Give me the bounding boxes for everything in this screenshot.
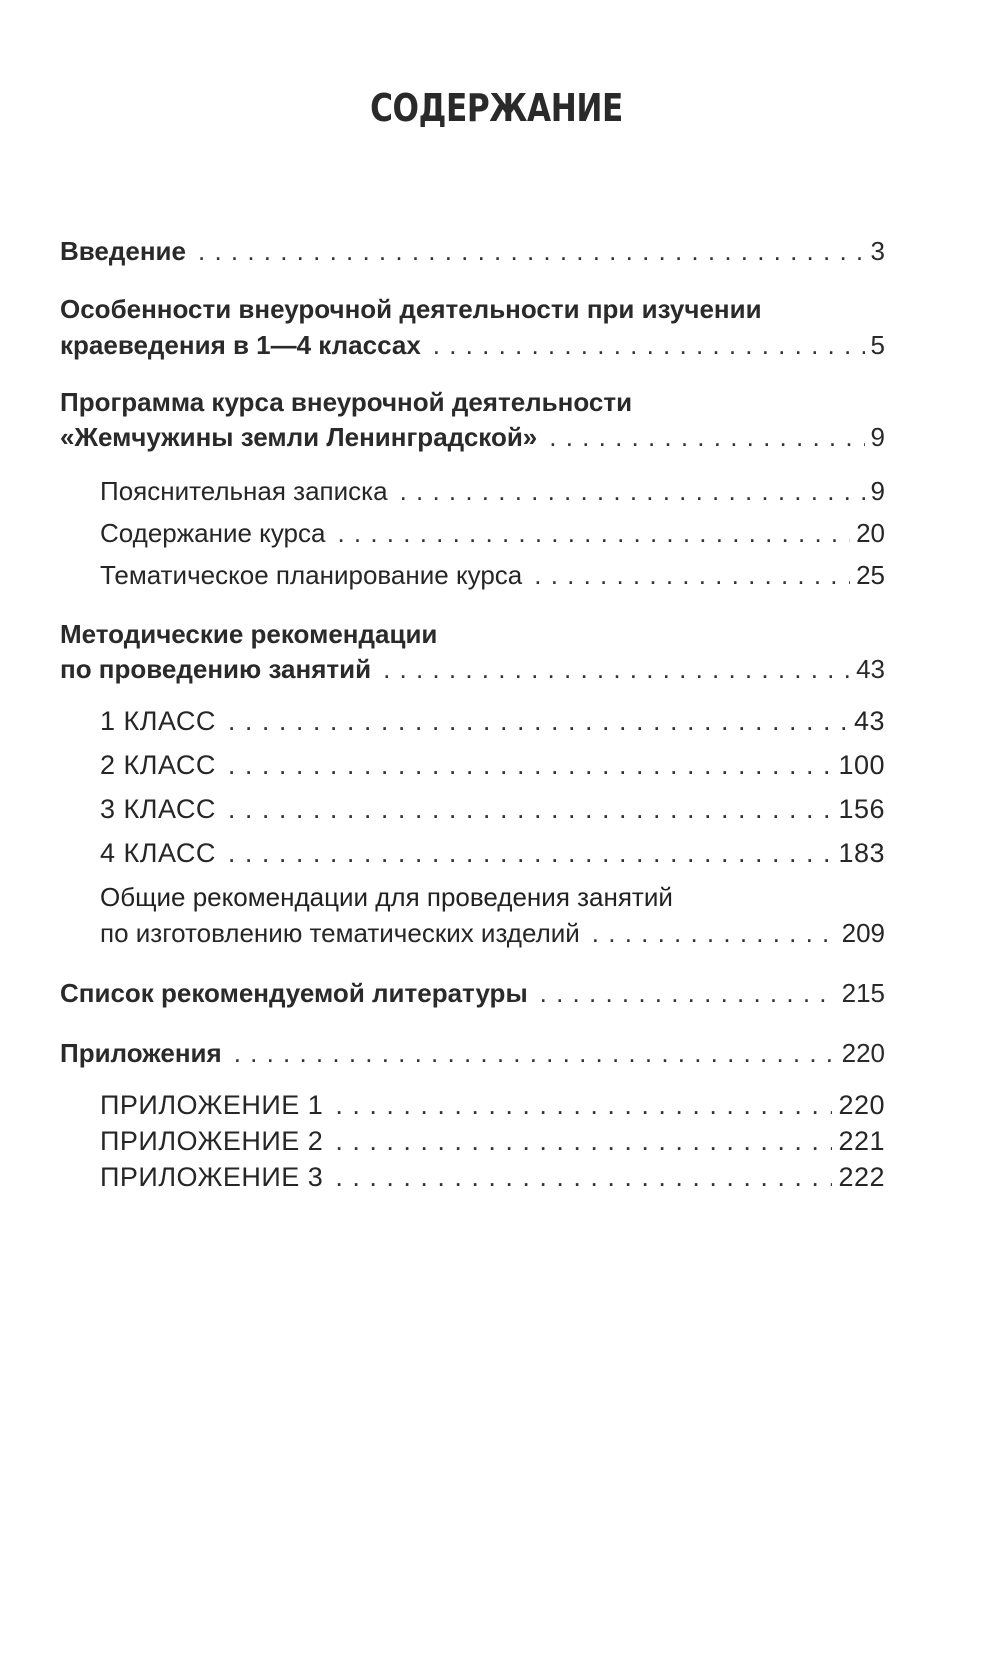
leader-dots <box>540 976 836 1010</box>
toc-page-number: 9 <box>870 422 885 452</box>
toc-page-number: 209 <box>841 918 885 948</box>
toc-entry-explanatory-note <box>100 474 885 508</box>
toc-entry-methodical <box>60 652 885 686</box>
toc-entry-label: Список рекомендуемой литературы <box>60 978 528 1008</box>
toc-page-number: 221 <box>838 1126 885 1156</box>
toc-page-number: 20 <box>856 518 885 548</box>
toc-page-number: 220 <box>841 1038 885 1068</box>
toc-entry-grade-2 <box>100 748 885 782</box>
toc-page-number: 215 <box>841 978 885 1008</box>
toc-entry-grade-4 <box>100 836 885 870</box>
leader-dots <box>335 1124 832 1158</box>
toc-entry-label: 4 КЛАСС <box>100 838 216 868</box>
toc-entry-label: Приложения <box>60 1038 222 1068</box>
leader-dots <box>400 474 865 508</box>
page-title: СОДЕРЖАНИЕ <box>370 86 623 130</box>
toc-entry-label: краеведения в 1—4 классах <box>60 330 421 360</box>
toc-entry-label-line1: Общие рекомендации для проведения занятий <box>100 882 673 912</box>
toc-entry-label: 3 КЛАСС <box>100 794 216 824</box>
toc-entry-general-recommendations <box>100 916 885 950</box>
leader-dots <box>228 836 833 870</box>
leader-dots <box>234 1036 836 1070</box>
toc-page-number: 3 <box>870 236 885 266</box>
toc-entry-label: 2 КЛАСС <box>100 750 216 780</box>
toc-page-number: 9 <box>870 476 885 506</box>
toc-entry-appendix-1 <box>100 1088 885 1122</box>
toc-entry-thematic-planning <box>100 558 885 592</box>
toc-page-number: 43 <box>853 706 885 736</box>
toc-entry-literature <box>60 976 885 1010</box>
toc-entry-label: «Жемчужины земли Ленинградской» <box>60 422 538 452</box>
toc-page-number: 100 <box>838 750 885 780</box>
leader-dots <box>549 420 864 454</box>
leader-dots <box>383 652 850 686</box>
toc-entry-label: Введение <box>60 236 186 266</box>
toc-entry-appendices <box>60 1036 885 1070</box>
toc-entry-features <box>60 328 885 362</box>
leader-dots <box>335 1160 832 1194</box>
leader-dots <box>228 792 833 826</box>
toc-entry-label-line1: Особенности внеурочной деятельности при изучении <box>60 294 762 324</box>
toc-entry-label: по проведению занятий <box>60 654 372 684</box>
toc-entry-label-line1: Методические рекомендации <box>60 619 438 649</box>
toc-page-number: 156 <box>838 794 885 824</box>
toc-entry-introduction <box>60 234 885 268</box>
toc-page-number: 222 <box>838 1162 885 1192</box>
toc-page-number: 183 <box>838 838 885 868</box>
toc-entry-label: ПРИЛОЖЕНИЕ 3 <box>100 1162 324 1192</box>
toc-entry-appendix-2 <box>100 1124 885 1158</box>
toc-entry-label: Тематическое планирование курса <box>100 560 523 590</box>
toc-entry-label: ПРИЛОЖЕНИЕ 1 <box>100 1090 324 1120</box>
leader-dots <box>198 234 865 268</box>
toc-entry-label: по изготовлению тематических изделий <box>100 918 580 948</box>
toc-page-number: 25 <box>856 560 885 590</box>
leader-dots <box>335 1088 832 1122</box>
toc-page-number: 5 <box>870 330 885 360</box>
toc-entry-grade-1 <box>100 704 885 738</box>
toc-entry-label: 1 КЛАСС <box>100 706 216 736</box>
toc-entry-program <box>60 420 885 454</box>
leader-dots <box>433 328 865 362</box>
leader-dots <box>534 558 850 592</box>
leader-dots <box>228 704 848 738</box>
toc-entry-label: ПРИЛОЖЕНИЕ 2 <box>100 1126 324 1156</box>
toc-entry-grade-3 <box>100 792 885 826</box>
toc-entry-label: Пояснительная записка <box>100 476 388 506</box>
leader-dots <box>228 748 833 782</box>
toc-page-number: 220 <box>838 1090 885 1120</box>
leader-dots <box>592 916 836 950</box>
toc-entry-course-content <box>100 516 885 550</box>
toc-entry-label: Содержание курса <box>100 518 326 548</box>
leader-dots <box>337 516 850 550</box>
toc-entry-label-line1: Программа курса внеурочной деятельности <box>60 387 633 417</box>
toc-entry-appendix-3 <box>100 1160 885 1194</box>
toc-page-number: 43 <box>856 654 885 684</box>
